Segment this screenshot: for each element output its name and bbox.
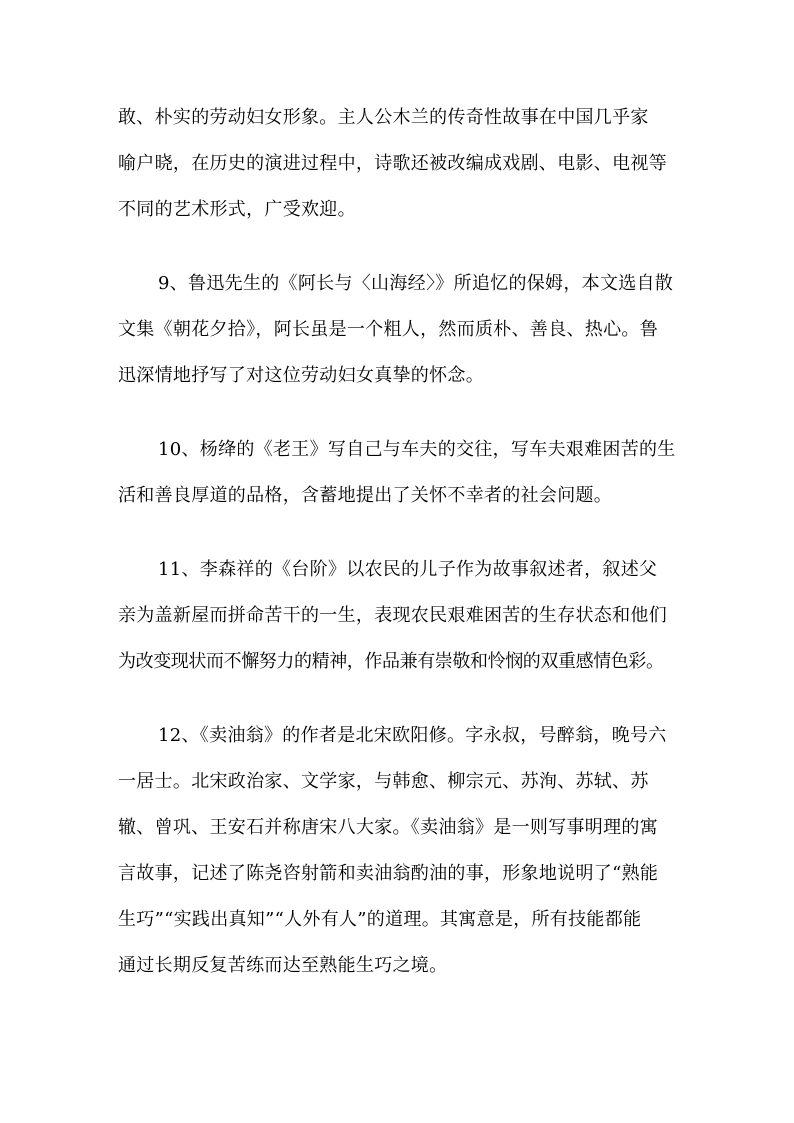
paragraph-line: 敢、朴实的劳动妇女形象。主人公木兰的传奇性故事在中国几乎家: [118, 107, 649, 128]
paragraph-line: 文集《朝花夕拾》，阿长虽是一个粗人，然而质朴、善良、热心。鲁: [118, 319, 658, 340]
paragraph-line: 9、鲁迅先生的《阿长与〈山海经〉》所追忆的保姆，本文选自散: [158, 273, 674, 294]
paragraph-line: 为改变现状而不懈努力的精神，作品兼有崇敬和怜悯的双重感情色彩。: [118, 651, 664, 672]
paragraph-line: 言故事，记述了陈尧咨射箭和卖油翁酌油的事，形象地说明了“熟能: [118, 863, 659, 884]
paragraph-line: 一居士。北宋政治家、文学家，与韩愈、柳宗元、苏洵、苏轼、苏: [118, 771, 649, 792]
paragraph-item-12: [118, 713, 686, 989]
paragraph-line: 迅深情地抒写了对这位劳动妇女真挚的怀念。: [118, 365, 484, 386]
paragraph-line: 通过长期反复苦练而达至熟能生巧之境。: [118, 955, 448, 976]
paragraph-line: 亲为盖新屋而拼命苦干的一生，表现农民艰难困苦的生存状态和他们: [118, 605, 667, 626]
paragraph-item-10: [118, 427, 686, 519]
paragraph-line: 喻户晓，在历史的演进过程中，诗歌还被改编成戏剧、电影、电视等: [118, 153, 667, 174]
paragraph-line: 活和善良厚道的品格，含蓄地提出了关怀不幸者的社会问题。: [118, 485, 613, 506]
paragraph-line: 10、杨绛的《老王》写自己与车夫的交往，写车夫艰难困苦的生: [158, 439, 676, 460]
paragraph-mulan-continuation: [118, 95, 686, 233]
paragraph-line: 辙、曾巩、王安石并称唐宋八大家。《卖油翁》是一则写事明理的寓: [118, 817, 658, 838]
paragraph-line: 11、李森祥的《台阶》以农民的儿子作为故事叙述者，叙述父: [158, 559, 658, 580]
paragraph-line: 生巧”“实践出真知”“人外有人”的道理。其寓意是，所有技能都能: [118, 909, 642, 930]
paragraph-item-11: [118, 547, 686, 685]
paragraph-line: 不同的艺术形式，广受欢迎。: [118, 199, 356, 220]
paragraph-item-9: [118, 261, 686, 399]
paragraph-line: 12、《卖油翁》的作者是北宋欧阳修。字永叔，号醉翁，晚号六: [158, 725, 667, 746]
